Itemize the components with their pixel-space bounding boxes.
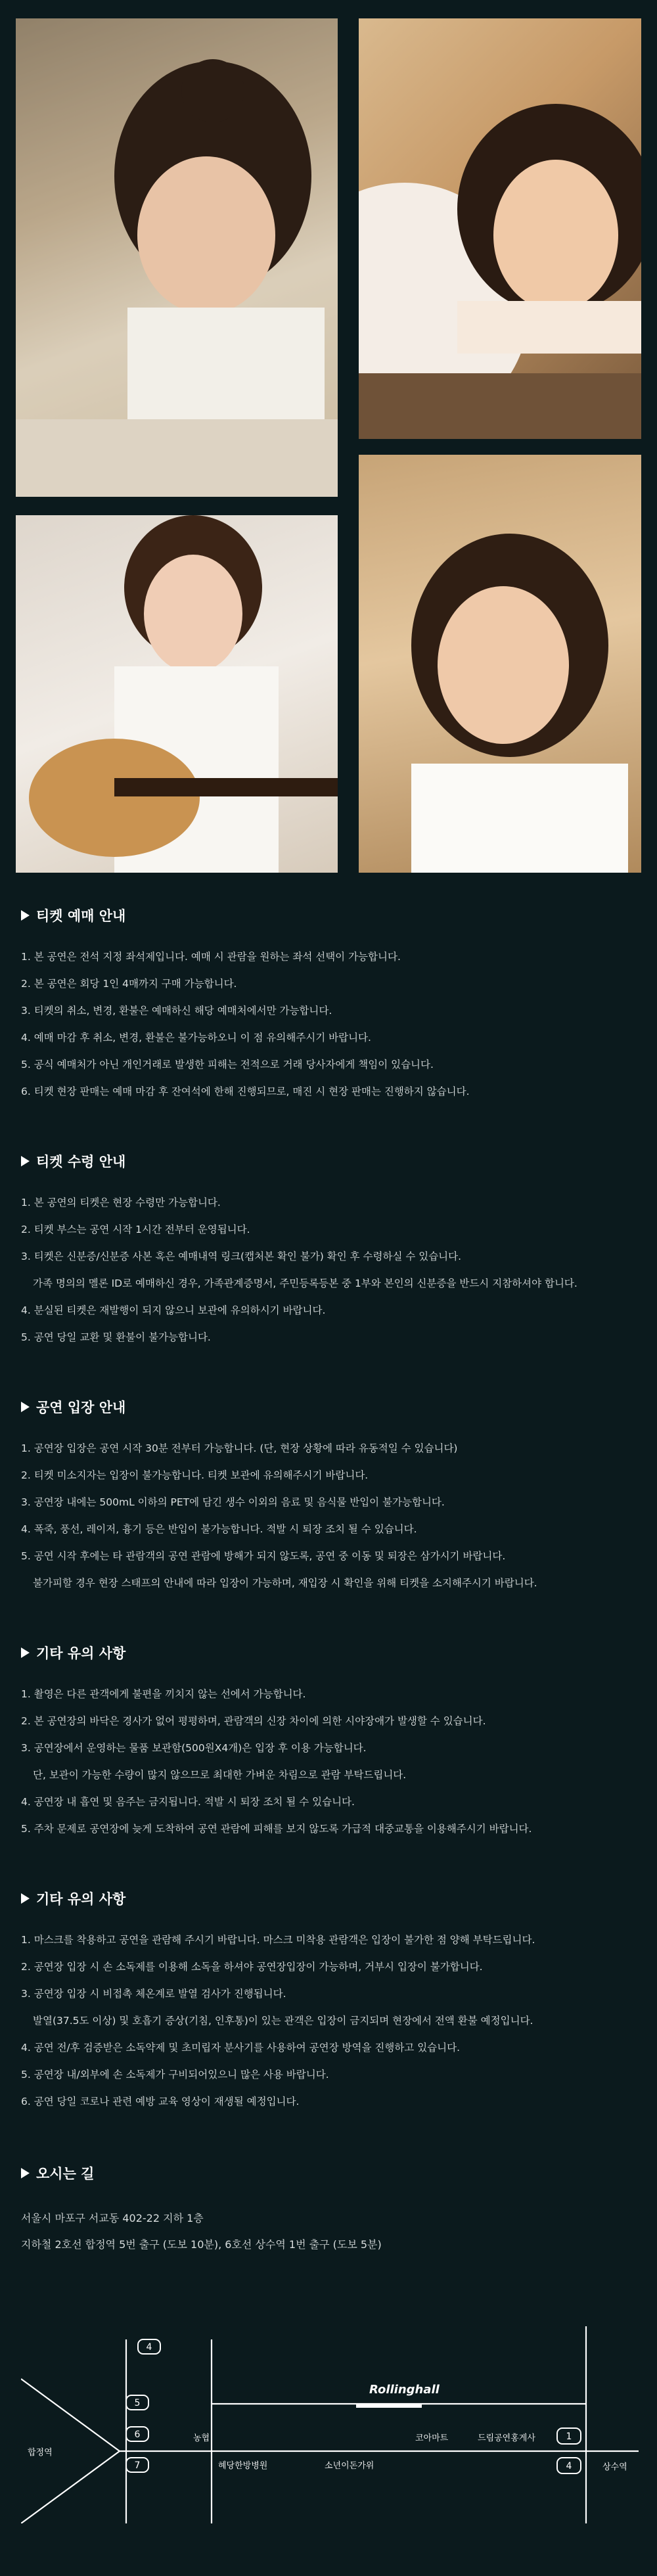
list-item-continued: 가족 명의의 멜론 ID로 예매하신 경우, 가족관계증명서, 주민등록등본 중 1부와 본인의 신분증을 반드시 지참하셔야 합니다. [33,1277,578,1289]
list-item: 4. 예매 마감 후 취소, 변경, 환불은 불가능하오니 이 점 유의해주시기 바랍니다. [21,1032,371,1044]
triangle-icon [21,910,30,921]
list-item-continued: 불가피할 경우 현장 스태프의 안내에 따라 입장이 가능하며, 재입장 시 확인을 위해 티켓을 소지해주시기 바랍니다. [33,1577,537,1589]
list-item: 6. 공연 당일 코로나 관련 예방 교육 영상이 재생될 예정입니다. [21,2096,300,2107]
location-section [21,2163,636,2265]
list-item-continued: 단, 보관이 가능한 수량이 많지 않으므로 최대한 가벼운 차림으로 관람 부탁드립니다. [33,1769,407,1781]
list-item: 4. 공연장 내 흡연 및 음주는 금지됩니다. 적발 시 퇴장 조치 될 수 있습니다. [21,1796,355,1808]
map-label: 드림공연홍게사 [478,2433,535,2443]
exit-number: 4 [146,2342,152,2353]
artist-photo-2 [359,18,641,439]
map-road [21,2451,120,2523]
map-label: 상수역 [602,2462,627,2472]
artist-photo-guitar [16,515,338,873]
ticket-pickup-section [21,1151,636,1358]
list-item: 4. 분실된 티켓은 재발행이 되지 않으니 보관에 유의하시기 바랍니다. [21,1304,326,1316]
artist-photo-4 [359,455,641,873]
list-item: 3. 티켓은 신분증/신분증 사본 혹은 예매내역 링크(캡처본 확인 불가) 확인 후 수령하실 수 있습니다. [21,1251,462,1262]
list-item-continued: 발열(37.5도 이상) 및 호흡기 증상(기침, 인후통)이 있는 관객은 입장이 금지되며 현장에서 전액 환불 예정입니다. [33,2015,533,2027]
list-item: 1. 촬영은 다른 관객에게 불편을 끼치지 않는 선에서 가능합니다. [21,1688,306,1700]
map-label: 소년이돈가위 [325,2461,374,2471]
entry-guide-section [21,1397,636,1603]
map-label: 코아마트 [415,2433,449,2443]
list-item: 2. 본 공연장의 바닥은 경사가 없어 평평하며, 관람객의 신장 차이에 의한 시야장애가 발생할 수 있습니다. [21,1715,486,1727]
transit-info: 지하철 2호선 합정역 5번 출구 (도보 10분), 6호선 상수역 1번 출구 (도보 5분) [21,2238,382,2251]
list-item: 3. 공연장 입장 시 비접촉 체온계로 발열 검사가 진행됩니다. [21,1988,286,2000]
section-title: 기타 유의 사항 [36,1645,126,1661]
list-item: 4. 폭죽, 풍선, 레이저, 흉기 등은 반입이 불가능합니다. 적발 시 퇴장 조치 될 수 있습니다. [21,1523,417,1535]
venue-name: Rollinghall [369,2383,440,2397]
artist-photo-1 [16,18,338,497]
exit-number: 1 [566,2431,572,2442]
list-item: 5. 공연 당일 교환 및 환불이 불가능합니다. [21,1331,211,1343]
list-item: 1. 본 공연은 전석 지정 좌석제입니다. 예매 시 관람을 원하는 좌석 선택이 가능합니다. [21,951,401,963]
triangle-icon [21,1156,30,1166]
map-label: 합정역 [28,2448,53,2458]
list-item: 1. 공연장 입장은 공연 시작 30분 전부터 가능합니다. (단, 현장 상황에 따라 유동적일 수 있습니다) [21,1442,458,1454]
list-item: 5. 공식 예매처가 아닌 개인거래로 발생한 피해는 전적으로 거래 당사자에게 책임이 있습니다. [21,1059,434,1070]
section-title: 티켓 예매 안내 [36,908,126,924]
map-label: 혜당한방병원 [218,2461,268,2471]
triangle-icon [21,1402,30,1412]
location-map [21,2326,639,2523]
list-item: 1. 본 공연의 티켓은 현장 수령만 가능합니다. [21,1197,221,1208]
address: 서울시 마포구 서교동 402-22 지하 1층 [21,2212,204,2224]
exit-number: 7 [134,2460,141,2471]
exit-number: 6 [134,2429,141,2440]
list-item: 5. 주차 문제로 공연장에 늦게 도착하여 공연 관람에 피해를 보지 않도록 가급적 대중교통을 이용해주시기 바랍니다. [21,1823,532,1835]
triangle-icon [21,1893,30,1904]
list-item: 2. 티켓 부스는 공연 시작 1시간 전부터 운영됩니다. [21,1224,250,1235]
map-label: 농협 [193,2433,210,2443]
triangle-icon [21,1647,30,1658]
list-item: 5. 공연장 내/외부에 손 소독제가 구비되어있으니 많은 사용 바랍니다. [21,2069,329,2081]
list-item: 5. 공연 시작 후에는 타 관람객의 공연 관람에 방해가 되지 않도록, 공연 중 이동 및 퇴장은 삼가시기 바랍니다. [21,1550,506,1562]
section-title: 티켓 수령 안내 [36,1154,126,1170]
list-item: 3. 공연장에서 운영하는 물품 보관함(500원X4개)은 입장 후 이용 가능합니다. [21,1742,367,1754]
venue-marker [356,2404,422,2408]
list-item: 1. 마스크를 착용하고 공연을 관람해 주시기 바랍니다. 마스크 미착용 관람객은 입장이 불가한 점 양해 부탁드립니다. [21,1934,535,1946]
map-road [21,2379,120,2451]
covid-notes-section [21,1889,636,2122]
list-item: 6. 티켓 현장 판매는 예매 마감 후 잔여석에 한해 진행되므로, 매진 시 현장 판매는 진행하지 않습니다. [21,1086,470,1097]
exit-number: 4 [566,2461,572,2472]
list-item: 2. 공연장 입장 시 손 소독제를 이용해 소독을 하셔야 공연장입장이 가능하며, 거부시 입장이 불가합니다. [21,1961,483,1973]
other-notes-section [21,1643,636,1849]
triangle-icon [21,2168,30,2178]
ticket-booking-section [21,906,636,1112]
list-item: 2. 티켓 미소지자는 입장이 불가능합니다. 티켓 보관에 유의해주시기 바랍니다. [21,1469,369,1481]
list-item: 2. 본 공연은 회당 1인 4매까지 구매 가능합니다. [21,978,237,990]
list-item: 3. 티켓의 취소, 변경, 환불은 예매하신 해당 예매처에서만 가능합니다. [21,1005,332,1017]
section-title: 오시는 길 [36,2166,95,2182]
section-title: 공연 입장 안내 [36,1400,126,1415]
exit-number: 5 [134,2398,141,2408]
list-item: 4. 공연 전/후 검증받은 소독약제 및 초미립자 분사기를 사용하여 공연장 방역을 진행하고 있습니다. [21,2042,461,2054]
list-item: 3. 공연장 내에는 500mL 이하의 PET에 담긴 생수 이외의 음료 및 음식물 반입이 불가능합니다. [21,1496,445,1508]
section-title: 기타 유의 사항 [36,1891,126,1907]
